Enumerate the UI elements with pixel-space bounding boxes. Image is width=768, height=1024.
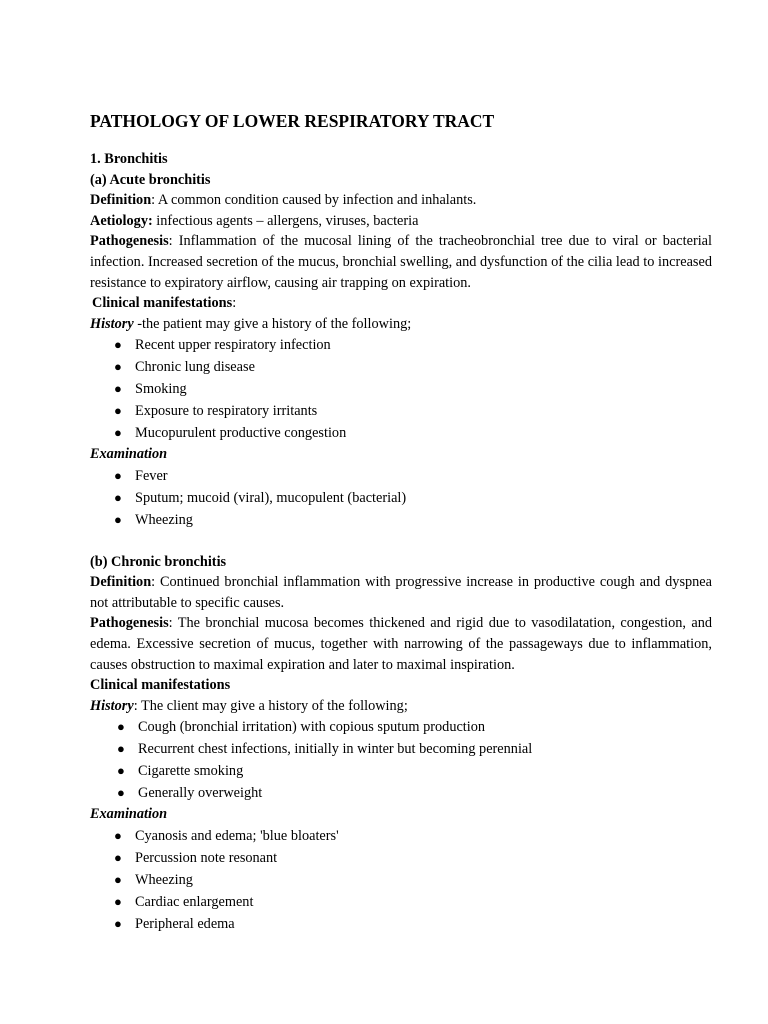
definition-text: : Continued bronchial inflammation with progressive increase in productive cough and dyspnea not attributable to specific causes. — [90, 574, 712, 611]
aetiology-text: infectious agents – allergens, viruses, bacteria — [152, 212, 419, 229]
bullet-icon: ● — [114, 403, 122, 419]
list-item: ● Sputum; mucoid (viral), mucopulent (bacterial) — [114, 487, 712, 509]
bullet-icon: ● — [114, 359, 122, 375]
bullet-icon: ● — [114, 893, 122, 909]
definition-text: : A common condition caused by infection and inhalants. — [151, 192, 477, 209]
list-item: ● Fever — [114, 465, 712, 487]
list-item: ● Smoking — [114, 378, 712, 400]
aetiology-label: Aetiology: — [90, 212, 153, 229]
acute-clinical-heading: Clinical manifestations: — [92, 295, 237, 312]
list-item: ● Chronic lung disease — [114, 356, 712, 378]
acute-history — [90, 314, 712, 335]
acute-examination-list — [90, 465, 712, 531]
chronic-definition — [90, 572, 712, 613]
acute-examination-heading: Examination — [90, 446, 168, 463]
bullet-icon: ● — [114, 381, 122, 397]
pathogenesis-text: : The bronchial mucosa becomes thickened and rigid due to vasodilatation, congestion, and edema. Excessive secretion of mucus, together with narrowing of the passageways due to inflammation, causes obstruction to maximal expiration and later to maximal inspiration. — [90, 615, 712, 673]
bullet-icon: ● — [114, 511, 122, 527]
list-item: ● Cough (bronchial irritation) with copious sputum production — [117, 716, 712, 738]
list-item: ● Wheezing — [114, 509, 712, 531]
chronic-examination-list — [90, 825, 712, 935]
bullet-icon: ● — [114, 827, 122, 843]
list-item: ● Cigarette smoking — [117, 760, 712, 782]
list-item: ● Mucopurulent productive congestion — [114, 422, 712, 444]
list-item: ● Exposure to respiratory irritants — [114, 400, 712, 422]
chronic-history-list — [90, 716, 712, 804]
pathogenesis-label: Pathogenesis — [90, 233, 169, 250]
definition-label: Definition — [90, 192, 152, 209]
subsection-heading-acute: (a) Acute bronchitis — [90, 171, 211, 188]
bullet-icon: ● — [117, 763, 125, 779]
history-text: -the patient may give a history of the following; — [133, 315, 412, 332]
acute-pathogenesis — [90, 231, 712, 293]
bullet-icon: ● — [114, 849, 122, 865]
bullet-icon: ● — [114, 425, 122, 441]
bullet-icon: ● — [114, 915, 122, 931]
definition-label: Definition — [90, 574, 152, 591]
section-heading-bronchitis: 1. Bronchitis — [90, 151, 168, 167]
paragraph-gap — [90, 531, 712, 552]
subsection-heading-chronic: (b) Chronic bronchitis — [90, 553, 227, 570]
history-label: History — [90, 697, 134, 714]
list-item: ● Recurrent chest infections, initially in winter but becoming perennial — [117, 738, 712, 760]
bullet-icon: ● — [114, 871, 122, 887]
chronic-examination-heading: Examination — [90, 806, 168, 823]
list-item: ● Cardiac enlargement — [114, 891, 712, 913]
pathogenesis-label: Pathogenesis — [90, 615, 169, 632]
bullet-icon: ● — [114, 467, 122, 483]
list-item: ● Percussion note resonant — [114, 847, 712, 869]
list-item: ● Recent upper respiratory infection — [114, 334, 712, 356]
chronic-pathogenesis — [90, 613, 712, 675]
list-item: ● Wheezing — [114, 869, 712, 891]
bullet-icon: ● — [114, 489, 122, 505]
list-item: ● Cyanosis and edema; 'blue bloaters' — [114, 825, 712, 847]
list-item: ● Generally overweight — [117, 782, 712, 804]
acute-aetiology — [90, 211, 712, 232]
acute-history-list — [90, 334, 712, 444]
history-text: : The client may give a history of the following; — [133, 697, 408, 714]
pathogenesis-text: : Inflammation of the mucosal lining of the tracheobronchial tree due to viral or bacterial infection. Increased secretion of the mucus, bronchial swelling, and dysfunction of the cilia lead to increased resistance to expiratory airflow, causing air trapping on expiration. — [90, 233, 712, 291]
bullet-icon: ● — [117, 741, 125, 757]
acute-definition — [90, 190, 712, 211]
history-label: History — [90, 315, 134, 332]
page-title: PATHOLOGY OF LOWER RESPIRATORY TRACT — [90, 111, 495, 131]
list-item: ● Peripheral edema — [114, 913, 712, 935]
chronic-history — [90, 696, 712, 717]
bullet-icon: ● — [114, 337, 122, 353]
bullet-icon: ● — [117, 785, 125, 801]
document-body — [90, 149, 712, 935]
bullet-icon: ● — [117, 719, 125, 735]
chronic-clinical-heading: Clinical manifestations — [90, 677, 231, 694]
